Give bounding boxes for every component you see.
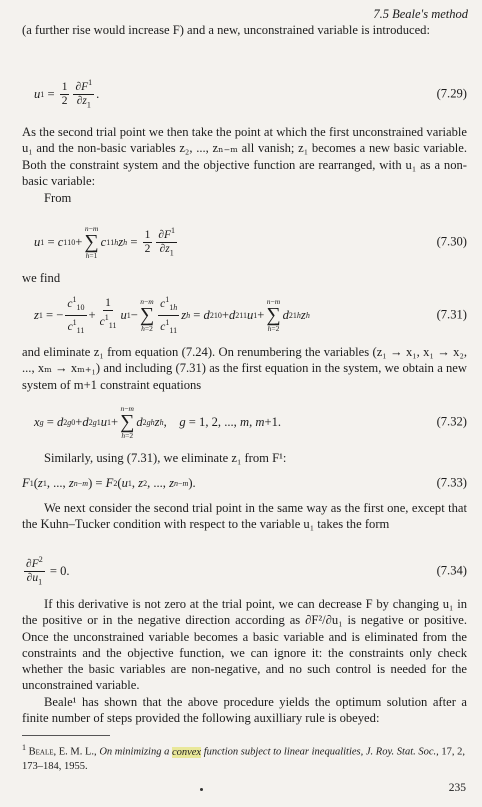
running-header: 7.5 Beale's method	[373, 7, 468, 21]
equation-7-31	[22, 290, 467, 340]
we-find-label: we find	[22, 271, 61, 285]
paragraph-kuhn-tucker: We next consider the second trial point in the same way as the first one, except that the Kuhn–Tucker condition with respect to the variable u₁ takes the form	[22, 501, 467, 532]
from-label: From	[44, 191, 72, 205]
paragraph-beale: Beale¹ has shown that the above procedure yields the optimum solution after a finite number of steps provided the following auxilliary rule is obeyed:	[22, 695, 467, 726]
footnote-rule	[22, 735, 110, 736]
footnote-title-a: On minimizing a	[99, 746, 170, 758]
footnote-title-b: function subject to linear inequalities,	[203, 746, 364, 758]
paragraph-intro: (a further rise would increase F) and a new, unconstrained variable is introduced:	[22, 23, 430, 37]
paragraph-second-trial-point: As the second trial point we then take the point at which the first unconstrained variable u₁ and the non-basic variables z₂, ..., zₙ₋ₘ all vanish; z₁ becomes a new basic variable. Both the constraint system and the objective function are rearranged, with u₁ as a non-basic variable:	[22, 125, 467, 188]
page-number: 235	[448, 782, 466, 794]
equation-7-29-body: u 1 = $\frac{1}{2}$ $\frac{\partial F^1}{\partial z_1}$ .	[34, 78, 100, 110]
equation-7-32-body: x g = d 2 g0 + d 2 g1 u 1 + n−m ∑ h=2 d 2 gh z h , g = 1, 2, ..., m , m +1.	[34, 403, 282, 440]
footnote-details: 17, 2, 173–184, 1955.	[22, 746, 466, 772]
equation-7-33	[22, 468, 467, 498]
equation-7-31-body: z 1 = − $\frac{c^1_{10}}{c^1_{11}}$ + $\frac{1}{c^1_{11}}$ u 1 − n−m ∑ h=2 $\frac{c^1_{1h}}{c^1_{11}}$ z h = d 2 10 + d 2 11 u 1 + n−m ∑ h=2 d 2 1h z h	[34, 295, 310, 335]
equation-number: (7.33)	[436, 475, 467, 490]
paragraph-renumbering: and eliminate z₁ from equation (7.24). On renumbering the variables (z₁ → x₁, x₁ → x₂, ..., xₘ → xₘ₊₁) and including (7.31) as the first equation in the system, we obtain a new system of m+1 constraint equations	[22, 345, 467, 392]
equation-7-32	[22, 398, 467, 446]
paragraph-derivative: If this derivative is not zero at the trial point, we can decrease F by changing u₁ in the positive or in the negative direction according as ∂F²/∂u₁ is negative or positive. Once the unconstrained variable becomes a basic variable and is eliminated from the constraints and the objective function, we can ignore it: the constraints only check whether the basic variables are non-negative, and no such control is needed for the unconstrained variable.	[22, 597, 467, 693]
equation-7-33-body: F 1 ( z 1 , ..., z n−m ) = F 2 ( u 1 , z 2 , ..., z n−m ).	[22, 475, 196, 490]
equation-number: (7.31)	[436, 307, 467, 322]
equation-7-29	[22, 74, 467, 114]
footnote-journal: J. Roy. Stat. Soc.,	[365, 746, 439, 758]
equation-number: (7.30)	[436, 234, 467, 249]
equation-number: (7.32)	[436, 414, 467, 429]
footnote-highlight: convex	[171, 746, 202, 758]
equation-7-34-body: $\frac{\partial F^2}{\partial u_1}$ = 0.	[26, 555, 70, 587]
equation-7-30-body: u 1 = c 1 10 + n−m ∑ h=1 c 1 1h z h = $\frac{1}{2}$ $\frac{\partial F^1}{\partial z_1}$	[34, 223, 176, 260]
paragraph-eliminate: Similarly, using (7.31), we eliminate z₁ from F¹:	[44, 451, 287, 465]
footnote	[22, 741, 467, 774]
footnote-mark: 1	[22, 743, 26, 752]
print-speck	[200, 788, 203, 791]
equation-7-34	[22, 552, 467, 590]
equation-number: (7.29)	[436, 86, 467, 101]
equation-number: (7.34)	[436, 563, 467, 578]
equation-7-30	[22, 218, 467, 266]
footnote-author: Beale, E. M. L.,	[28, 746, 97, 758]
